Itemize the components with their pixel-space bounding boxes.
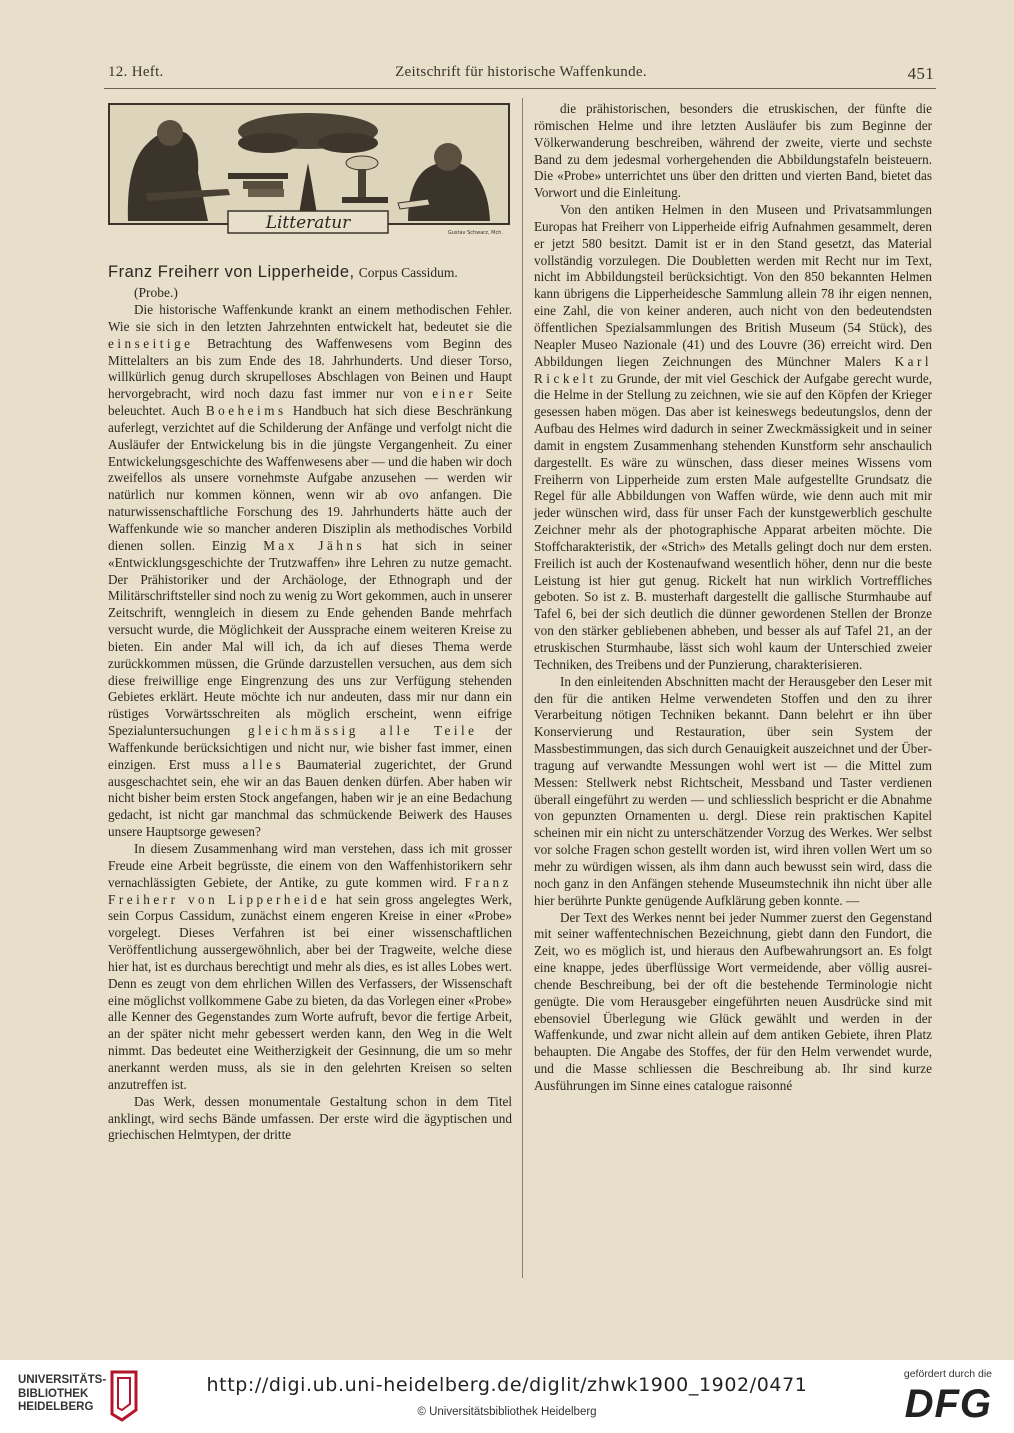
spaced-emphasis: gleichmässig alle Teile xyxy=(247,723,478,739)
header-rule xyxy=(104,88,936,89)
page-number: 451 xyxy=(907,64,934,83)
spaced-emphasis: Max Jähns xyxy=(263,537,366,553)
left-column xyxy=(108,262,512,1144)
article-heading xyxy=(108,262,512,302)
text-run: Seite beleuchtet. Auch xyxy=(108,386,512,419)
text-run: Der Text des Werkes nennt bei jeder Nummer zuerst den Gegenstand mit seiner waffentechnischen Bezeichnung, giebt dann den Fundort, die Zeit, wo es möglich ist, und hieraus den Aufbewahrungsort an. Es folgt eine knappe, jedes überflüssige Wort vermeidende, aber völlig ausreichende Beschreibung, bei der oft die bestehende Terminologie nicht genügte. Die vom Herausgeber eingeführten neuen Ausdrücke sind mit ebensoviel Überlegung wie Glück gewählt und werden in der Waffenkunde, und zwar nicht allein auf dem antiken Gebiete, ihren Platz behaupten. Die Angabe des Stoffes, der für den Helm verwendet wurde, und die Masse schliessen die Beschreibung ab. Ihr sind kurze Ausführungen im Sinne eines catalogue raisonné xyxy=(534,909,932,1093)
text-run: Betrachtung des Waffenwesens vom Beginn des Mittelalters an bis zum Ende des 18. Jahrhunderts. Und dieser Torso, willkürlich genug durch skrupelloses Abschlagen von Beinen und Haupt hervorgebracht, wird noch dazu fast immer nur von xyxy=(108,335,512,402)
text-run: Baumaterial zugerichtet, der Grund ausgeschachtet sein, ehe wir an das Bauen denken dürfen. Aber haben wir nicht bisher beim ersten Stock angefangen, haben wir je an eine Bedachung gedacht, ist nicht gar manchmal das schmückende Beiwerk des Hauses unsere Hauptsorge gewesen? xyxy=(108,756,512,840)
text-run: In den einleitenden Abschnitten macht der Herausgeber den Leser mit den für die antiken Helme verwendeten Stoffen und den zu ihrer Verarbeitung nötigen Techniken bekannt. Dann belehrt er ihn über Konservierung und Restauration, über sein System der Massbestimmungen, das sich durch Genauigkeit auszeichnet und der Übertragung auf verwandte Messungen wohl wert ist — die Mittel zum Messen: Stellwerk nebst Richtscheit, Messband und Taster verdienen überall eingeführt zu werden — und schliesslich bespricht er die Abnahme von gepunzten Ornamenten u. dergl. Diese rein praktischen Kapitel scheinen mir ein nicht zu unterschätzender Vorzug des Werkes. Wer selbst vor solche Fragen schon gestellt worden ist, wird ihren vollen Wert um so mehr zu würdigen wissen, als ihm dann auch bewusst sein wird, dass die noch ganz in den Anfängen stehende Museumstechnik ihn nicht über alle hier berührte Punkte genügende Aufklärung geben konnte. — xyxy=(534,673,932,908)
issue-number: 12. Heft. xyxy=(108,64,164,80)
text-run: Das Werk, dessen monumentale Gestaltung schon in dem Titel anklingt, wird sechs Bände umfassen. Der erste wird die ägyptischen und griechischen Helmtypen, der dritte xyxy=(108,1093,512,1143)
paragraph xyxy=(534,101,932,202)
paragraph xyxy=(108,1094,512,1145)
text-run: Die historische Waffenkunde krankt an einem methodischen Fehler. Wie sie sich in den letzten Jahrzehnten entwickelt hat, bedeutet sie die xyxy=(108,302,512,334)
running-header xyxy=(108,64,934,86)
spaced-emphasis: Boeheims xyxy=(205,403,287,419)
library-name-line1: UNIVERSITÄTS- xyxy=(18,1374,107,1386)
right-column xyxy=(534,101,932,1095)
text-run: In diesem Zusammenhang wird man verstehen, dass ich mit grosser Freude eine Arbeit begrüsste, die einem von den Waffenhistorikern sehr vernachlässigten Gebiete, der Antike, zu gute kommen wird. xyxy=(108,841,512,890)
text-run: Handbuch hat sich diese Beschränkung auferlegt, verzichtet auf die Schilderung der Anfänge und verfolgt nicht die Ausläufer der Entwickelung bis in die jüngste Vergangenheit. Zu einer Entwickelungsgeschichte des Waffenwesens aber — und die haben wir doch zweifellos als unsere vornehmste Aufgabe anzusehen — werden wir natürlich nur kommen können, wenn wir ab ovo anfangen. Die naturwissenschaftliche Forschung des 19. Jahrhunderts hätte auch der Waffenkunde wie so mancher anderen Disziplin als methodisches Vorbild dienen sollen. Einzig xyxy=(108,403,512,553)
footer-bar xyxy=(0,1360,1014,1433)
text-run: hat sich in seiner «Entwicklungsgeschichte der Trutzwaffen» ihre Lehren zu nutze gemacht. Der Prähistoriker und der Archäologe, der Ethnograph und der Militärschriftsteller sind noch zu wenig zu Wort gekommen, auch in unserer Zeitschrift, wenngleich in diesem zu Ende gehenden Bande mehrfach versucht wurde, die Möglichkeit der Aussprache einem weiteren Kreise zu bieten. Ein ander Mal will ich, da ich auf dieses Thema werde zurückkommen müssen, die Gründe darzustellen versuchen, aus dem sich diese freiwillige enge Eingrenzung des uns zur Verfügung stehenden Gebietes erklärt. Heute möchte ich nur andeuten, dass mir nur dann ein rüstiges Vorwärtsschreiten als möglich erscheint, wenn eifrige Spezialuntersuchungen xyxy=(108,537,512,739)
text-run: die prähistorischen, besonders die etruskischen, der fünfte die römischen Helme und ihre letzten Ausläufer bis zum Beginne der Völkerwanderung beschreiben, während der zweite, vierte und sechste Band zu dem jedesmal vorhergehenden die Abbildungstafeln beisteuern. Die «Probe» unterrichtet uns über den dritten und vierten Band, bietet das Vorwort und die Einleitung. xyxy=(534,101,932,201)
spaced-emphasis: alles xyxy=(242,756,285,772)
article-sub: (Probe.) xyxy=(134,285,178,300)
journal-title: Zeitschrift für historische Waffenkunde. xyxy=(395,64,647,80)
left-paragraphs xyxy=(108,302,512,1144)
spaced-emphasis: einseitige xyxy=(108,335,194,351)
text-run: der Waffenkunde berücksichtigen und nicht nur, wie bisher fast immer, einen einzigen. Erst muss xyxy=(108,723,512,772)
vignette-label: Litteratur xyxy=(265,213,351,233)
vignette-signature: Gustav Schwarz, Mch. xyxy=(447,230,503,236)
funding-note: gefördert durch die xyxy=(903,1368,992,1380)
paragraph xyxy=(108,841,512,1094)
text-run: zu Grunde, der mit viel Geschick der Aufgabe gerecht wurde, die Helme in der Stellung zu zeichnen, wie sie auf den Köpfen der Krieger gesessen haben mögen. Das aber ist keineswegs bedeutungslos, denn der Aufbau des Helmes wird dadurch in seiner Zweckmässigkeit und in seiner damit in engstem Zusammenhang stehenden Kunstform sehr anschaulich dargestellt. Es wäre zu wünschen, dass dieser meines Wissens vom Freiherrn von Lipperheide zum ersten Male aufgestellte Grundsatz die Regel für alle Abbildungen von Waffen würde, wie denn auch mit mir jeder wünschen wird, dass für unser Fach der kunstgewerblich geschulte Zeichner mehr als der photographische Apparat arbeiten möchte. Die Stoffcharakteristik, der «Strich» des Metalls gelingt doch nur dem ersten. Freilich ist auch der Kostenaufwand wesentlich höher, denn nur die beste Leistung ist hier gut genug. Rickelt hat nun wirklich Vortreffliches geboten. So ist z. B. musterhaft dargestellt die gallische Sturmhaube auf Tafel 6, bei der sich deutlich die dünner gewordenen Stellen der Bronze von den stärker gebliebenen abheben, und besser als auf Tafel 21, an der etruskischen Sturmhaube, lässt sich wohl kaum der Unterschied zweier Techniken, des Treibens und der Punzierung, charakterisieren. xyxy=(534,370,932,672)
page-url[interactable]: http://digi.ub.uni-heidelberg.de/diglit/zhwk1900_1902/0471 xyxy=(206,1374,808,1396)
article-author: Franz Freiherr von Lipperheide, xyxy=(108,263,355,281)
paragraph xyxy=(108,302,512,841)
library-name-line2: BIBLIOTHEK xyxy=(18,1387,89,1400)
right-paragraphs xyxy=(534,101,932,1095)
spaced-emphasis: Karl Rickelt xyxy=(534,353,932,386)
text-run: Von den antiken Helmen in den Museen und Privatsammlungen Europas hat Freiherr von Lipperheide eifrig Aufnahmen gesammelt, deren er jetzt 580 besitzt. Damit ist er in den Stand gesetzt, das Material vollständig vorzulegen. Die Doubletten werden mit Recht nur im Text, nicht im Abbildungsteil berücksichtigt. Von den 850 bekannten Helmen kann übrigens die Lipperheidesche Sammlung allein 78 ihr eigen nennen, eine Zahl, die von keiner anderen, auch nicht von den bedeutendsten öffentlichen Spezialsammlungen des British Museum (54 Stück), des Neapler Museo Nazionale (41) und des Louvre (36) erreicht wird. Den Abbildungen liegen Zeichnungen des Münchner Malers xyxy=(534,202,932,369)
litteratur-vignette xyxy=(108,103,510,247)
paragraph xyxy=(534,202,932,674)
paragraph xyxy=(534,674,932,910)
copyright-note: © Universitätsbibliothek Heidelberg xyxy=(417,1406,597,1418)
spaced-emphasis: einer xyxy=(432,386,477,402)
column-divider xyxy=(522,98,523,1278)
paragraph xyxy=(534,910,932,1095)
article-title: Corpus Cassidum. xyxy=(358,265,458,280)
text-run: hat sein gross angelegtes Werk, sein Corpus Cassidum, zunächst einem engeren Kreise in einer «Probe» vorgelegt. Dieses Verfahren ist bei einer wissenschaftlichen Veröffentlichung aussergewöhnlich, aber bei der Tragweite, welche diese hier hat, ist es durchaus berechtigt und mehr als dies, es ist alles Lobes wert. Denn es zeugt von dem ehrlichen Willen des Verfassers, der Wissenschaft eine möglichst vollkommene Gabe zu bieten, da das Vorlegen einer «Probe» alle Kenner des Gegenstandes zum Worte aufruft, bevor die fertige Arbeit, an der später nicht mehr gebessert werden kann, den Weg in die Welt nimmt. Das bedeutet eine Weitherzigkeit der Gesinnung, die um so mehr anerkannt werden muss, als sie in den gelehrten Kreisen so selten anzutreffen ist. xyxy=(108,891,512,1092)
library-name-line3: HEIDELBERG xyxy=(18,1401,94,1413)
spaced-emphasis: Franz Freiherr von Lipperheide xyxy=(108,874,512,907)
dfg-logo: DFG xyxy=(904,1382,992,1426)
